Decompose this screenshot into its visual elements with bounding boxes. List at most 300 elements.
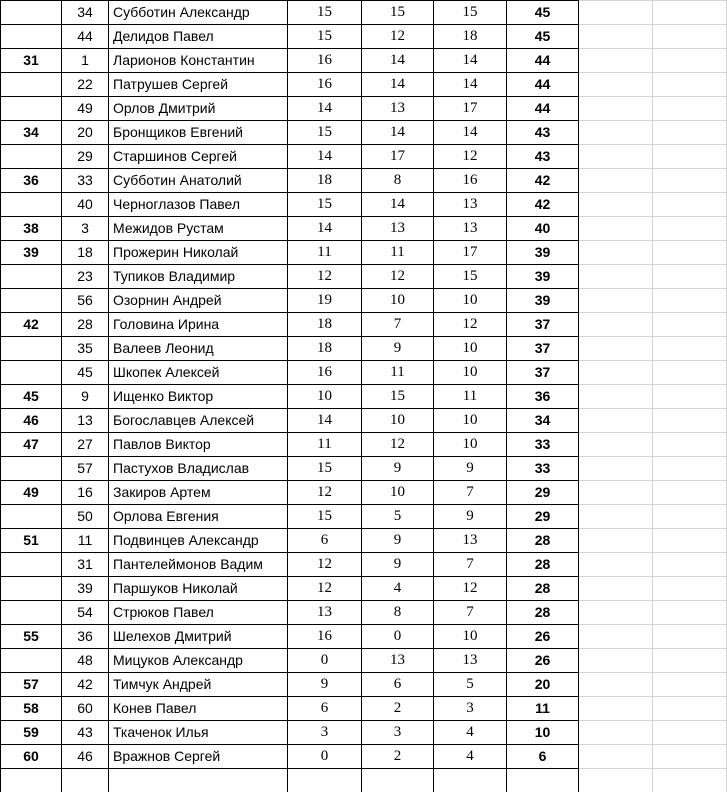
rank-cell[interactable]	[1, 337, 62, 361]
name-cell[interactable]: Бронщиков Евгений	[109, 121, 288, 145]
score2-cell[interactable]: 6	[362, 673, 434, 697]
score2-cell[interactable]: 15	[362, 385, 434, 409]
score3-cell[interactable]: 14	[434, 73, 507, 97]
name-cell[interactable]: Патрушев Сергей	[109, 73, 288, 97]
score3-cell[interactable]	[434, 769, 507, 792]
score2-cell[interactable]: 2	[362, 697, 434, 721]
rank-cell[interactable]	[1, 145, 62, 169]
empty-spreadsheet-cell[interactable]	[579, 217, 653, 241]
empty-spreadsheet-cell[interactable]	[579, 289, 653, 313]
rank-cell[interactable]	[1, 577, 62, 601]
score3-cell[interactable]: 17	[434, 241, 507, 265]
empty-spreadsheet-cell[interactable]	[653, 457, 727, 481]
score2-cell[interactable]: 8	[362, 601, 434, 625]
empty-spreadsheet-cell[interactable]	[653, 481, 727, 505]
empty-spreadsheet-cell[interactable]	[579, 193, 653, 217]
bib-number-cell[interactable]: 11	[62, 529, 109, 553]
score2-cell[interactable]: 13	[362, 217, 434, 241]
rank-cell[interactable]: 34	[1, 121, 62, 145]
score1-cell[interactable]: 10	[288, 385, 362, 409]
empty-spreadsheet-cell[interactable]	[653, 361, 727, 385]
total-cell[interactable]: 43	[507, 121, 579, 145]
rank-cell[interactable]	[1, 361, 62, 385]
rank-cell[interactable]: 59	[1, 721, 62, 745]
score3-cell[interactable]: 9	[434, 457, 507, 481]
bib-number-cell[interactable]: 56	[62, 289, 109, 313]
empty-spreadsheet-cell[interactable]	[579, 361, 653, 385]
bib-number-cell[interactable]: 46	[62, 745, 109, 769]
bib-number-cell[interactable]: 50	[62, 505, 109, 529]
empty-spreadsheet-cell[interactable]	[653, 649, 727, 673]
name-cell[interactable]: Ларионов Константин	[109, 49, 288, 73]
table-row	[1, 601, 727, 625]
score2-cell[interactable]: 5	[362, 505, 434, 529]
score1-cell[interactable]: 15	[288, 457, 362, 481]
total-cell[interactable]: 39	[507, 241, 579, 265]
empty-spreadsheet-cell[interactable]	[653, 769, 727, 792]
score2-cell[interactable]: 13	[362, 97, 434, 121]
empty-spreadsheet-cell[interactable]	[579, 529, 653, 553]
empty-spreadsheet-cell[interactable]	[653, 505, 727, 529]
score1-cell[interactable]: 15	[288, 505, 362, 529]
empty-spreadsheet-cell[interactable]	[579, 697, 653, 721]
score1-cell[interactable]: 12	[288, 553, 362, 577]
name-cell[interactable]: Прожерин Николай	[109, 241, 288, 265]
score3-cell[interactable]: 17	[434, 97, 507, 121]
bib-number-cell[interactable]: 33	[62, 169, 109, 193]
name-cell[interactable]: Тупиков Владимир	[109, 265, 288, 289]
bib-number-cell[interactable]: 22	[62, 73, 109, 97]
bib-number-cell[interactable]: 40	[62, 193, 109, 217]
score2-cell[interactable]: 11	[362, 241, 434, 265]
score1-cell[interactable]: 11	[288, 433, 362, 457]
rank-cell[interactable]: 57	[1, 673, 62, 697]
score3-cell[interactable]: 16	[434, 169, 507, 193]
score2-cell[interactable]: 13	[362, 649, 434, 673]
empty-spreadsheet-cell[interactable]	[579, 601, 653, 625]
bib-number-cell[interactable]: 3	[62, 217, 109, 241]
bib-number-cell[interactable]: 44	[62, 25, 109, 49]
score3-cell[interactable]: 10	[434, 409, 507, 433]
score3-cell[interactable]: 13	[434, 529, 507, 553]
rank-cell[interactable]	[1, 601, 62, 625]
total-cell[interactable]: 28	[507, 553, 579, 577]
empty-spreadsheet-cell[interactable]	[653, 745, 727, 769]
score3-cell[interactable]: 10	[434, 361, 507, 385]
empty-spreadsheet-cell[interactable]	[579, 433, 653, 457]
total-cell[interactable]: 26	[507, 625, 579, 649]
score2-cell[interactable]: 14	[362, 73, 434, 97]
empty-spreadsheet-cell[interactable]	[653, 145, 727, 169]
score1-cell[interactable]: 14	[288, 145, 362, 169]
empty-spreadsheet-cell[interactable]	[653, 97, 727, 121]
name-cell[interactable]: Вражнов Сергей	[109, 745, 288, 769]
score3-cell[interactable]: 5	[434, 673, 507, 697]
empty-spreadsheet-cell[interactable]	[653, 409, 727, 433]
score1-cell[interactable]: 3	[288, 721, 362, 745]
score2-cell[interactable]	[362, 769, 434, 792]
total-cell[interactable]: 10	[507, 721, 579, 745]
empty-spreadsheet-cell[interactable]	[653, 121, 727, 145]
score3-cell[interactable]: 15	[434, 1, 507, 25]
score3-cell[interactable]: 12	[434, 313, 507, 337]
rank-cell[interactable]: 49	[1, 481, 62, 505]
bib-number-cell[interactable]	[62, 769, 109, 792]
score3-cell[interactable]: 7	[434, 481, 507, 505]
rank-cell[interactable]: 60	[1, 745, 62, 769]
empty-spreadsheet-cell[interactable]	[653, 241, 727, 265]
name-cell[interactable]: Старшинов Сергей	[109, 145, 288, 169]
name-cell[interactable]: Орлов Дмитрий	[109, 97, 288, 121]
score1-cell[interactable]	[288, 769, 362, 792]
rank-cell[interactable]: 45	[1, 385, 62, 409]
total-cell[interactable]: 33	[507, 457, 579, 481]
table-row	[1, 409, 727, 433]
score3-cell[interactable]: 13	[434, 193, 507, 217]
empty-spreadsheet-cell[interactable]	[653, 265, 727, 289]
score1-cell[interactable]: 6	[288, 529, 362, 553]
score1-cell[interactable]: 12	[288, 265, 362, 289]
empty-spreadsheet-cell[interactable]	[579, 673, 653, 697]
score1-cell[interactable]: 12	[288, 577, 362, 601]
empty-spreadsheet-cell[interactable]	[653, 313, 727, 337]
rank-cell[interactable]	[1, 97, 62, 121]
score3-cell[interactable]: 3	[434, 697, 507, 721]
score2-cell[interactable]: 9	[362, 553, 434, 577]
name-cell[interactable]: Шкопек Алексей	[109, 361, 288, 385]
rank-cell[interactable]: 46	[1, 409, 62, 433]
name-cell[interactable]: Субботин Анатолий	[109, 169, 288, 193]
bib-number-cell[interactable]: 13	[62, 409, 109, 433]
score3-cell[interactable]: 13	[434, 217, 507, 241]
bib-number-cell[interactable]: 34	[62, 1, 109, 25]
name-cell[interactable]: Озорнин Андрей	[109, 289, 288, 313]
empty-spreadsheet-cell[interactable]	[653, 193, 727, 217]
name-cell[interactable]: Межидов Рустам	[109, 217, 288, 241]
empty-spreadsheet-cell[interactable]	[653, 553, 727, 577]
empty-spreadsheet-cell[interactable]	[579, 721, 653, 745]
total-cell[interactable]: 26	[507, 649, 579, 673]
score2-cell[interactable]: 17	[362, 145, 434, 169]
score2-cell[interactable]: 8	[362, 169, 434, 193]
empty-spreadsheet-cell[interactable]	[653, 25, 727, 49]
total-cell[interactable]: 28	[507, 529, 579, 553]
score1-cell[interactable]: 12	[288, 481, 362, 505]
score1-cell[interactable]: 18	[288, 169, 362, 193]
score1-cell[interactable]: 14	[288, 217, 362, 241]
total-cell[interactable]: 6	[507, 745, 579, 769]
total-cell[interactable]: 44	[507, 49, 579, 73]
rank-cell[interactable]: 31	[1, 49, 62, 73]
rank-cell[interactable]	[1, 649, 62, 673]
bib-number-cell[interactable]: 60	[62, 697, 109, 721]
score1-cell[interactable]: 14	[288, 409, 362, 433]
score1-cell[interactable]: 16	[288, 361, 362, 385]
bib-number-cell[interactable]: 54	[62, 601, 109, 625]
score3-cell[interactable]: 4	[434, 721, 507, 745]
empty-spreadsheet-cell[interactable]	[653, 697, 727, 721]
name-cell[interactable]: Субботин Александр	[109, 1, 288, 25]
name-cell[interactable]: Черноглазов Павел	[109, 193, 288, 217]
total-cell[interactable]: 43	[507, 145, 579, 169]
empty-spreadsheet-cell[interactable]	[579, 313, 653, 337]
bib-number-cell[interactable]: 18	[62, 241, 109, 265]
name-cell[interactable]	[109, 769, 288, 792]
score1-cell[interactable]: 18	[288, 313, 362, 337]
score3-cell[interactable]: 10	[434, 289, 507, 313]
empty-spreadsheet-cell[interactable]	[579, 481, 653, 505]
total-cell[interactable]: 29	[507, 505, 579, 529]
score2-cell[interactable]: 14	[362, 49, 434, 73]
score1-cell[interactable]: 18	[288, 337, 362, 361]
empty-spreadsheet-cell[interactable]	[653, 721, 727, 745]
score1-cell[interactable]: 15	[288, 25, 362, 49]
name-cell[interactable]: Тимчук Андрей	[109, 673, 288, 697]
total-cell[interactable]: 37	[507, 337, 579, 361]
rank-cell[interactable]: 58	[1, 697, 62, 721]
score1-cell[interactable]: 15	[288, 121, 362, 145]
name-cell[interactable]: Валеев Леонид	[109, 337, 288, 361]
bib-number-cell[interactable]: 31	[62, 553, 109, 577]
score1-cell[interactable]: 0	[288, 745, 362, 769]
rank-cell[interactable]	[1, 1, 62, 25]
total-cell[interactable]: 44	[507, 73, 579, 97]
score3-cell[interactable]: 9	[434, 505, 507, 529]
empty-spreadsheet-cell[interactable]	[579, 625, 653, 649]
total-cell[interactable]: 11	[507, 697, 579, 721]
rank-cell[interactable]: 55	[1, 625, 62, 649]
empty-spreadsheet-cell[interactable]	[653, 577, 727, 601]
empty-spreadsheet-cell[interactable]	[653, 673, 727, 697]
empty-spreadsheet-cell[interactable]	[579, 337, 653, 361]
total-cell[interactable]: 45	[507, 1, 579, 25]
empty-spreadsheet-cell[interactable]	[653, 529, 727, 553]
total-cell[interactable]: 37	[507, 361, 579, 385]
bib-number-cell[interactable]: 29	[62, 145, 109, 169]
empty-spreadsheet-cell[interactable]	[579, 649, 653, 673]
rank-cell[interactable]	[1, 73, 62, 97]
bib-number-cell[interactable]: 20	[62, 121, 109, 145]
name-cell[interactable]: Пантелеймонов Вадим	[109, 553, 288, 577]
bib-number-cell[interactable]: 1	[62, 49, 109, 73]
score1-cell[interactable]: 15	[288, 193, 362, 217]
total-cell[interactable]: 33	[507, 433, 579, 457]
score3-cell[interactable]: 18	[434, 25, 507, 49]
rank-cell[interactable]: 36	[1, 169, 62, 193]
name-cell[interactable]: Ткаченок Илья	[109, 721, 288, 745]
empty-spreadsheet-cell[interactable]	[579, 169, 653, 193]
name-cell[interactable]: Подвинцев Александр	[109, 529, 288, 553]
empty-spreadsheet-cell[interactable]	[579, 1, 653, 25]
score2-cell[interactable]: 3	[362, 721, 434, 745]
empty-spreadsheet-cell[interactable]	[579, 121, 653, 145]
score3-cell[interactable]: 15	[434, 265, 507, 289]
score3-cell[interactable]: 13	[434, 649, 507, 673]
total-cell[interactable]: 39	[507, 289, 579, 313]
name-cell[interactable]: Орлова Евгения	[109, 505, 288, 529]
score1-cell[interactable]: 16	[288, 49, 362, 73]
empty-spreadsheet-cell[interactable]	[579, 49, 653, 73]
name-cell[interactable]: Мицуков Александр	[109, 649, 288, 673]
score3-cell[interactable]: 14	[434, 121, 507, 145]
empty-spreadsheet-cell[interactable]	[579, 265, 653, 289]
rank-cell[interactable]	[1, 553, 62, 577]
table-row-partial	[1, 769, 727, 792]
score1-cell[interactable]: 13	[288, 601, 362, 625]
bib-number-cell[interactable]: 45	[62, 361, 109, 385]
rank-cell[interactable]	[1, 25, 62, 49]
bib-number-cell[interactable]: 43	[62, 721, 109, 745]
score3-cell[interactable]: 12	[434, 145, 507, 169]
name-cell[interactable]: Конев Павел	[109, 697, 288, 721]
score3-cell[interactable]: 4	[434, 745, 507, 769]
name-cell[interactable]: Закиров Артем	[109, 481, 288, 505]
empty-spreadsheet-cell[interactable]	[653, 73, 727, 97]
empty-spreadsheet-cell[interactable]	[579, 241, 653, 265]
score2-cell[interactable]: 0	[362, 625, 434, 649]
score3-cell[interactable]: 7	[434, 601, 507, 625]
total-cell[interactable]: 39	[507, 265, 579, 289]
rank-cell[interactable]: 39	[1, 241, 62, 265]
rank-cell[interactable]	[1, 193, 62, 217]
score2-cell[interactable]: 9	[362, 337, 434, 361]
total-cell[interactable]: 29	[507, 481, 579, 505]
score1-cell[interactable]: 15	[288, 1, 362, 25]
score3-cell[interactable]: 11	[434, 385, 507, 409]
score2-cell[interactable]: 10	[362, 289, 434, 313]
name-cell[interactable]: Богославцев Алексей	[109, 409, 288, 433]
total-cell[interactable]: 28	[507, 577, 579, 601]
empty-spreadsheet-cell[interactable]	[579, 745, 653, 769]
score1-cell[interactable]: 19	[288, 289, 362, 313]
score3-cell[interactable]: 10	[434, 625, 507, 649]
bib-number-cell[interactable]: 35	[62, 337, 109, 361]
score2-cell[interactable]: 9	[362, 457, 434, 481]
total-cell[interactable]: 37	[507, 313, 579, 337]
total-cell[interactable]: 36	[507, 385, 579, 409]
rank-cell[interactable]	[1, 769, 62, 792]
rank-cell[interactable]: 42	[1, 313, 62, 337]
rank-cell[interactable]	[1, 457, 62, 481]
score2-cell[interactable]: 12	[362, 433, 434, 457]
bib-number-cell[interactable]: 9	[62, 385, 109, 409]
score3-cell[interactable]: 12	[434, 577, 507, 601]
score1-cell[interactable]: 14	[288, 97, 362, 121]
score2-cell[interactable]: 14	[362, 193, 434, 217]
empty-spreadsheet-cell[interactable]	[653, 601, 727, 625]
score3-cell[interactable]: 7	[434, 553, 507, 577]
empty-spreadsheet-cell[interactable]	[579, 577, 653, 601]
rank-cell[interactable]	[1, 265, 62, 289]
empty-spreadsheet-cell[interactable]	[579, 145, 653, 169]
empty-spreadsheet-cell[interactable]	[579, 505, 653, 529]
score2-cell[interactable]: 2	[362, 745, 434, 769]
score2-cell[interactable]: 12	[362, 25, 434, 49]
empty-spreadsheet-cell[interactable]	[579, 553, 653, 577]
rank-cell[interactable]: 38	[1, 217, 62, 241]
rank-cell[interactable]	[1, 505, 62, 529]
empty-spreadsheet-cell[interactable]	[653, 217, 727, 241]
score1-cell[interactable]: 16	[288, 625, 362, 649]
name-cell[interactable]: Паршуков Николай	[109, 577, 288, 601]
empty-spreadsheet-cell[interactable]	[653, 49, 727, 73]
score2-cell[interactable]: 7	[362, 313, 434, 337]
empty-spreadsheet-cell[interactable]	[579, 769, 653, 792]
score1-cell[interactable]: 0	[288, 649, 362, 673]
score2-cell[interactable]: 9	[362, 529, 434, 553]
total-cell[interactable]: 28	[507, 601, 579, 625]
empty-spreadsheet-cell[interactable]	[579, 97, 653, 121]
bib-number-cell[interactable]: 28	[62, 313, 109, 337]
empty-spreadsheet-cell[interactable]	[653, 433, 727, 457]
total-cell[interactable]: 42	[507, 193, 579, 217]
score3-cell[interactable]: 10	[434, 433, 507, 457]
empty-spreadsheet-cell[interactable]	[579, 73, 653, 97]
score2-cell[interactable]: 4	[362, 577, 434, 601]
name-cell[interactable]: Шелехов Дмитрий	[109, 625, 288, 649]
empty-spreadsheet-cell[interactable]	[653, 625, 727, 649]
empty-spreadsheet-cell[interactable]	[653, 337, 727, 361]
score1-cell[interactable]: 6	[288, 697, 362, 721]
bib-number-cell[interactable]: 27	[62, 433, 109, 457]
name-cell[interactable]: Делидов Павел	[109, 25, 288, 49]
rank-cell[interactable]: 51	[1, 529, 62, 553]
total-cell[interactable]: 45	[507, 25, 579, 49]
empty-spreadsheet-cell[interactable]	[653, 385, 727, 409]
score2-cell[interactable]: 15	[362, 1, 434, 25]
total-cell[interactable]: 20	[507, 673, 579, 697]
score3-cell[interactable]: 10	[434, 337, 507, 361]
empty-spreadsheet-cell[interactable]	[579, 25, 653, 49]
name-cell[interactable]: Ищенко Виктор	[109, 385, 288, 409]
empty-spreadsheet-cell[interactable]	[579, 409, 653, 433]
name-cell[interactable]: Головина Ирина	[109, 313, 288, 337]
bib-number-cell[interactable]: 57	[62, 457, 109, 481]
bib-number-cell[interactable]: 48	[62, 649, 109, 673]
bib-number-cell[interactable]: 42	[62, 673, 109, 697]
total-cell[interactable]	[507, 769, 579, 792]
bib-number-cell[interactable]: 39	[62, 577, 109, 601]
total-cell[interactable]: 44	[507, 97, 579, 121]
name-cell[interactable]: Стрюков Павел	[109, 601, 288, 625]
empty-spreadsheet-cell[interactable]	[579, 457, 653, 481]
score2-cell[interactable]: 10	[362, 409, 434, 433]
score2-cell[interactable]: 12	[362, 265, 434, 289]
name-cell[interactable]: Павлов Виктор	[109, 433, 288, 457]
bib-number-cell[interactable]: 16	[62, 481, 109, 505]
total-cell[interactable]: 40	[507, 217, 579, 241]
score3-cell[interactable]: 14	[434, 49, 507, 73]
empty-spreadsheet-cell[interactable]	[579, 385, 653, 409]
rank-cell[interactable]: 47	[1, 433, 62, 457]
name-cell[interactable]: Пастухов Владислав	[109, 457, 288, 481]
bib-number-cell[interactable]: 23	[62, 265, 109, 289]
bib-number-cell[interactable]: 49	[62, 97, 109, 121]
empty-spreadsheet-cell[interactable]	[653, 289, 727, 313]
score1-cell[interactable]: 16	[288, 73, 362, 97]
score1-cell[interactable]: 9	[288, 673, 362, 697]
score2-cell[interactable]: 14	[362, 121, 434, 145]
score1-cell[interactable]: 11	[288, 241, 362, 265]
empty-spreadsheet-cell[interactable]	[653, 169, 727, 193]
bib-number-cell[interactable]: 36	[62, 625, 109, 649]
empty-spreadsheet-cell[interactable]	[653, 1, 727, 25]
score2-cell[interactable]: 11	[362, 361, 434, 385]
rank-cell[interactable]	[1, 289, 62, 313]
score2-cell[interactable]: 10	[362, 481, 434, 505]
total-cell[interactable]: 42	[507, 169, 579, 193]
total-cell[interactable]: 34	[507, 409, 579, 433]
